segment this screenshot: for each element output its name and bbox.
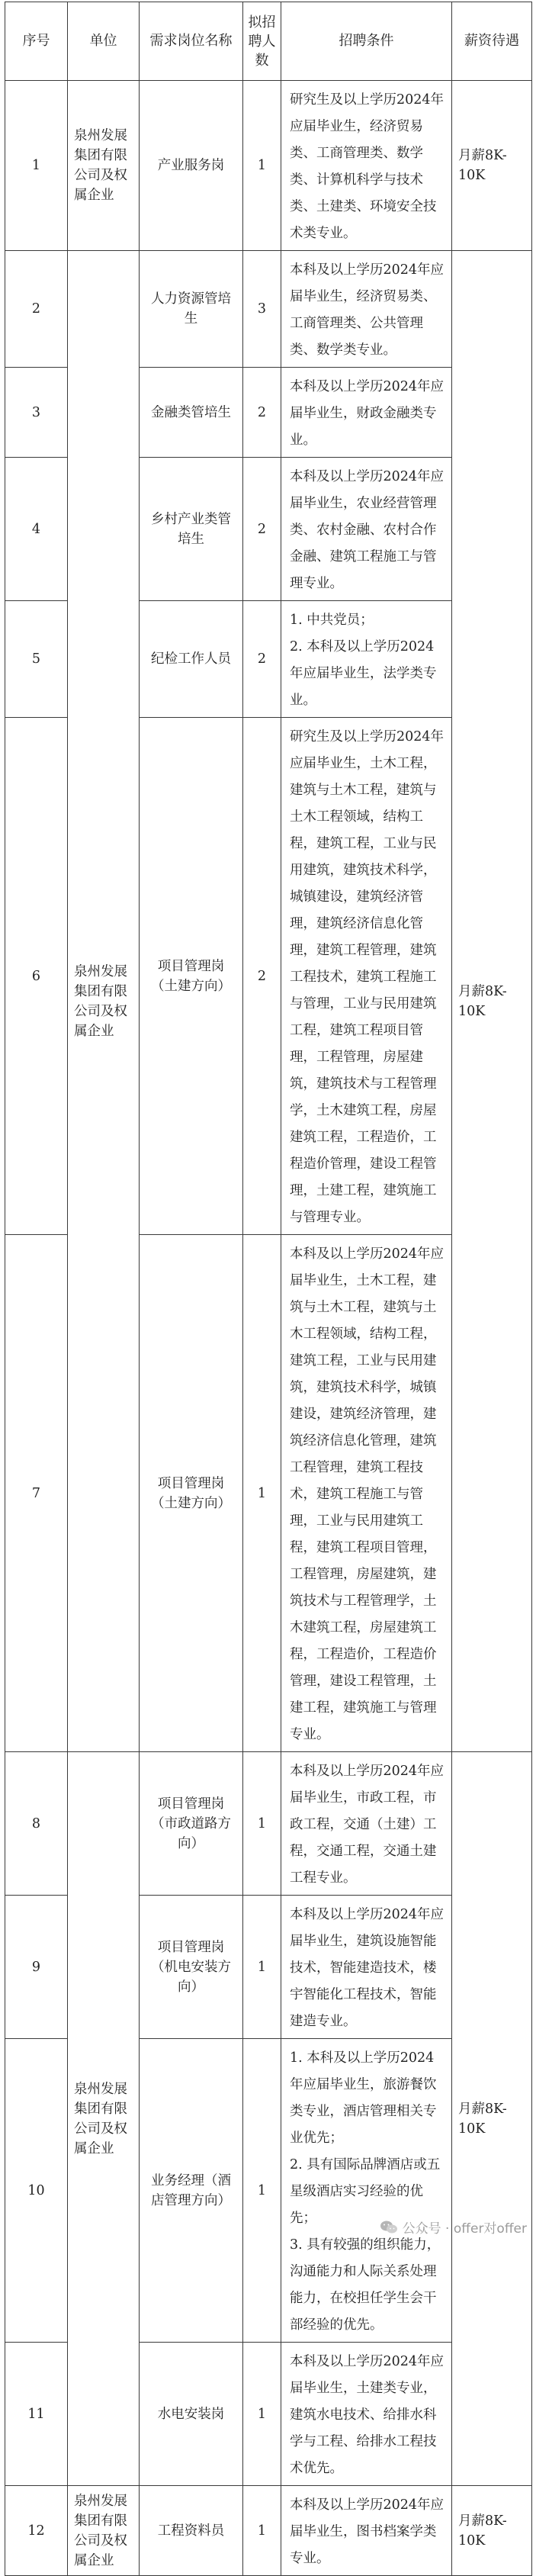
post-name-text: 纪检工作人员	[151, 651, 231, 667]
condition-line: 本科及以上学历2024年应届毕业生，农业经营管理类、农村金融、农村合作金融、建筑工程施工与管理专业。	[290, 469, 445, 591]
post-name	[140, 2486, 243, 2576]
conditions-cell	[281, 718, 452, 1235]
conditions-cell	[281, 1896, 452, 2039]
post-name	[140, 81, 243, 251]
post-name-text: 项目管理岗（土建方向）	[151, 1475, 231, 1511]
conditions-cell	[281, 2039, 452, 2343]
unit-cell	[68, 251, 140, 1752]
row-seq: 3	[5, 368, 68, 458]
post-name	[140, 1235, 243, 1752]
post-name-text: 项目管理岗（市政道路方向）	[151, 1796, 231, 1851]
unit-name: 泉州发展集团有限公司及权属企业	[74, 128, 127, 203]
salary-text: 月薪8K-10K	[458, 2513, 507, 2549]
post-name-text: 工程资料员	[157, 2523, 225, 2539]
wechat-icon	[380, 2220, 398, 2235]
salary-cell	[452, 2486, 532, 2576]
post-name-text: 金融类管培生	[151, 404, 231, 420]
row-seq: 5	[5, 601, 68, 718]
row-seq: 6	[5, 718, 68, 1235]
condition-line: 2. 具有国际品牌酒店或五星级酒店实习经验的优先；	[290, 2157, 441, 2226]
conditions-cell	[281, 1752, 452, 1896]
header-seq: 序号	[5, 2, 68, 81]
condition-line: 本科及以上学历2024年应届毕业生，土木工程，建筑与土木工程，建筑与土木工程领域，结构工程，建筑工程，工业与民用建筑，建筑技术科学，城镇建设，建筑经济管理，建筑经济信息化管理，建筑工程管理，建筑工程技术，建筑工程施工与管理，工业与民用建筑工程，建筑工程项目管理，工程管理，房屋建筑，建筑技术与工程管理学，土木建筑工程，房屋建筑工程，工程造价，工程造价管理，建设工程管理，土建工程，建筑施工与管理专业。	[290, 1246, 445, 1742]
unit-name: 泉州发展集团有限公司及权属企业	[74, 2493, 127, 2568]
row-seq: 2	[5, 251, 68, 368]
row-seq: 4	[5, 458, 68, 601]
post-name-text: 人力资源管培生	[151, 291, 231, 326]
condition-line: 研究生及以上学历2024年应届毕业生，经济贸易类、工商管理类、数学类、计算机科学与技术类、土建类、环境安全技术类专业。	[290, 92, 445, 241]
hire-count: 1	[243, 81, 281, 251]
hire-count: 2	[243, 458, 281, 601]
post-name	[140, 251, 243, 368]
row-seq: 11	[5, 2343, 68, 2486]
condition-line: 3. 具有较强的组织能力，沟通能力和人际关系处理能力，在校担任学生会干部经验的优先。	[290, 2237, 441, 2333]
salary-text: 月薪8K-10K	[458, 983, 507, 1019]
post-name-text: 水电安装岗	[157, 2406, 225, 2422]
condition-line: 1. 本科及以上学历2024年应届毕业生，旅游餐饮类专业，酒店管理相关专业优先；	[290, 2050, 437, 2146]
conditions-cell	[281, 458, 452, 601]
table-row	[5, 81, 532, 251]
hire-count: 1	[243, 2486, 281, 2576]
conditions-cell	[281, 2343, 452, 2486]
conditions-cell	[281, 601, 452, 718]
post-name	[140, 601, 243, 718]
salary-cell	[452, 81, 532, 251]
condition-line: 本科及以上学历2024年应届毕业生，财政金融类专业。	[290, 379, 445, 448]
post-name	[140, 368, 243, 458]
hire-count: 2	[243, 368, 281, 458]
row-seq: 8	[5, 1752, 68, 1896]
conditions-cell	[281, 2486, 452, 2576]
condition-line: 研究生及以上学历2024年应届毕业生，土木工程，建筑与土木工程，建筑与土木工程领域，结构工程，建筑工程，工业与民用建筑，建筑技术科学，城镇建设，建筑经济管理，建筑经济信息化管理，建筑工程管理，建筑工程技术，建筑工程施工与管理，工业与民用建筑工程，建筑工程项目管理，工程管理，房屋建筑，建筑技术与工程管理学，土木建筑工程，房屋建筑工程，工程造价，工程造价管理，建设工程管理，土建工程，建筑施工与管理专业。	[290, 729, 445, 1225]
unit-cell	[68, 2486, 140, 2576]
recruitment-table	[5, 2, 532, 2576]
condition-line: 本科及以上学历2024年应届毕业生，经济贸易类、工商管理类、公共管理类、数学类专业。	[290, 262, 445, 358]
header-count: 拟招聘人数	[243, 2, 281, 81]
hire-count: 1	[243, 1235, 281, 1752]
hire-count: 1	[243, 2039, 281, 2343]
row-seq: 9	[5, 1896, 68, 2039]
post-name	[140, 458, 243, 601]
condition-line: 本科及以上学历2024年应届毕业生，土建类专业，建筑水电技术、给排水科学与工程、给排水工程技术优先。	[290, 2354, 445, 2476]
post-name-text: 项目管理岗（土建方向）	[151, 958, 231, 994]
hire-count: 3	[243, 251, 281, 368]
watermark-text: 公众号 · offer对offer	[402, 2221, 527, 2237]
salary-cell	[452, 1752, 532, 2486]
hire-count: 1	[243, 1752, 281, 1896]
hire-count: 2	[243, 718, 281, 1235]
post-name	[140, 1752, 243, 1896]
header-salary: 薪资待遇	[452, 2, 532, 81]
row-seq: 10	[5, 2039, 68, 2343]
watermark	[380, 2217, 527, 2237]
post-name-text: 乡村产业类管培生	[151, 511, 231, 547]
unit-cell	[68, 81, 140, 251]
post-name	[140, 1896, 243, 2039]
post-name	[140, 718, 243, 1235]
row-seq: 7	[5, 1235, 68, 1752]
header-unit: 单位	[68, 2, 140, 81]
header-post: 需求岗位名称	[140, 2, 243, 81]
table-row	[5, 1752, 532, 1896]
header-conditions: 招聘条件	[281, 2, 452, 81]
conditions-cell	[281, 81, 452, 251]
unit-cell	[68, 1752, 140, 2486]
unit-name: 泉州发展集团有限公司及权属企业	[74, 963, 127, 1039]
header-row	[5, 2, 532, 81]
salary-text: 月薪8K-10K	[458, 2101, 507, 2137]
salary-cell	[452, 251, 532, 1752]
row-seq: 12	[5, 2486, 68, 2576]
table-row	[5, 2486, 532, 2576]
unit-name: 泉州发展集团有限公司及权属企业	[74, 2081, 127, 2156]
table-row	[5, 251, 532, 368]
hire-count: 2	[243, 601, 281, 718]
post-name-text: 项目管理岗（机电安装方向）	[151, 1939, 231, 1995]
post-name-text: 业务经理（酒店管理方向）	[151, 2172, 231, 2208]
row-seq: 1	[5, 81, 68, 251]
post-name	[140, 2039, 243, 2343]
conditions-cell	[281, 368, 452, 458]
post-name	[140, 2343, 243, 2486]
conditions-cell	[281, 251, 452, 368]
conditions-cell	[281, 1235, 452, 1752]
hire-count: 1	[243, 1896, 281, 2039]
post-name-text: 产业服务岗	[157, 158, 225, 173]
condition-line: 本科及以上学历2024年应届毕业生，市政工程，市政工程，交通（土建）工程，交通工程，交通土建工程专业。	[290, 1764, 445, 1886]
hire-count: 1	[243, 2343, 281, 2486]
condition-line: 本科及以上学历2024年应届毕业生，图书档案学类专业。	[290, 2497, 445, 2566]
condition-line: 1. 中共党员；	[290, 613, 374, 628]
salary-text: 月薪8K-10K	[458, 148, 507, 183]
condition-line: 本科及以上学历2024年应届毕业生，建筑设施智能技术，智能建造技术，楼宇智能化工程技术，智能建造专业。	[290, 1907, 445, 2029]
condition-line: 2. 本科及以上学历2024年应届毕业生，法学类专业。	[290, 639, 437, 708]
